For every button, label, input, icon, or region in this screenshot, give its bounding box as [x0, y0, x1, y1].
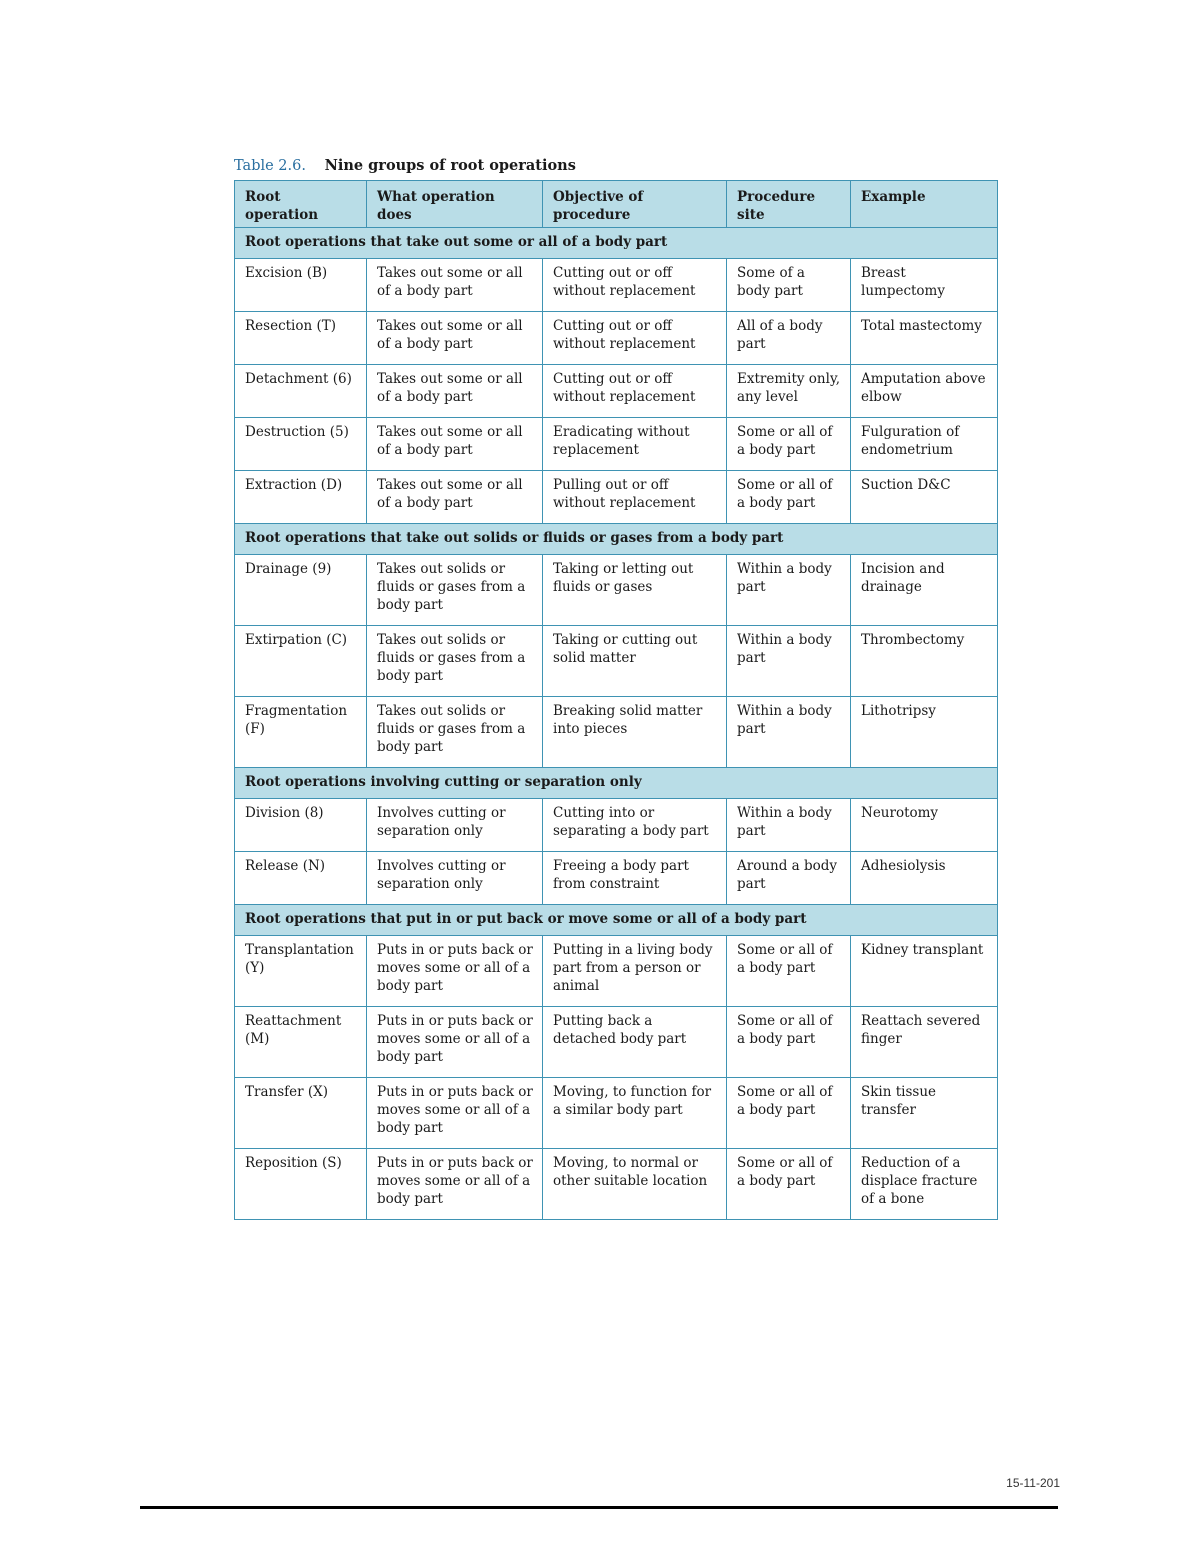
- cell-what-operation-does: Takes out solids or fluids or gases from a body part: [367, 626, 543, 697]
- table-row: [235, 418, 998, 471]
- cell-objective: Cutting out or off without replacement: [543, 365, 727, 418]
- cell-example: Lithotripsy: [851, 697, 998, 768]
- cell-objective: Taking or cutting out solid matter: [543, 626, 727, 697]
- cell-example: Reattach severed finger: [851, 1007, 998, 1078]
- group-title: Root operations that take out solids or fluids or gases from a body part: [235, 524, 998, 555]
- cell-example: Thrombectomy: [851, 626, 998, 697]
- cell-what-operation-does: Involves cutting or separation only: [367, 852, 543, 905]
- table-row: [235, 852, 998, 905]
- cell-objective: Eradicating without replacement: [543, 418, 727, 471]
- group-title: Root operations that put in or put back or move some or all of a body part: [235, 905, 998, 936]
- cell-what-operation-does: Puts in or puts back or moves some or all of a body part: [367, 1149, 543, 1220]
- cell-objective: Cutting into or separating a body part: [543, 799, 727, 852]
- cell-objective: Taking or letting out fluids or gases: [543, 555, 727, 626]
- cell-what-operation-does: Takes out some or all of a body part: [367, 471, 543, 524]
- group-header-row: [235, 228, 998, 259]
- cell-example: Amputation above elbow: [851, 365, 998, 418]
- header-procedure-site: Procedure site: [727, 181, 851, 228]
- group-header-row: [235, 524, 998, 555]
- cell-example: Fulguration of endometrium: [851, 418, 998, 471]
- cell-root-operation: Reattachment (M): [235, 1007, 367, 1078]
- cell-root-operation: Reposition (S): [235, 1149, 367, 1220]
- cell-example: Kidney transplant: [851, 936, 998, 1007]
- cell-objective: Pulling out or off without replacement: [543, 471, 727, 524]
- table-row: [235, 697, 998, 768]
- cell-procedure-site: Some or all of a body part: [727, 1078, 851, 1149]
- cell-procedure-site: Some of a body part: [727, 259, 851, 312]
- cell-procedure-site: Within a body part: [727, 697, 851, 768]
- table-row: [235, 626, 998, 697]
- cell-example: Total mastectomy: [851, 312, 998, 365]
- cell-root-operation: Division (8): [235, 799, 367, 852]
- cell-procedure-site: All of a body part: [727, 312, 851, 365]
- cell-procedure-site: Some or all of a body part: [727, 471, 851, 524]
- cell-procedure-site: Some or all of a body part: [727, 418, 851, 471]
- cell-objective: Cutting out or off without replacement: [543, 259, 727, 312]
- header-objective: Objective of procedure: [543, 181, 727, 228]
- cell-what-operation-does: Takes out solids or fluids or gases from a body part: [367, 555, 543, 626]
- cell-what-operation-does: Takes out some or all of a body part: [367, 312, 543, 365]
- cell-what-operation-does: Puts in or puts back or moves some or all of a body part: [367, 936, 543, 1007]
- table-row: [235, 259, 998, 312]
- cell-procedure-site: Some or all of a body part: [727, 1149, 851, 1220]
- cell-procedure-site: Within a body part: [727, 799, 851, 852]
- cell-what-operation-does: Takes out solids or fluids or gases from a body part: [367, 697, 543, 768]
- table-row: [235, 1007, 998, 1078]
- group-header-row: [235, 768, 998, 799]
- cell-root-operation: Extirpation (C): [235, 626, 367, 697]
- cell-procedure-site: Within a body part: [727, 555, 851, 626]
- group-title: Root operations involving cutting or separation only: [235, 768, 998, 799]
- header-row: [235, 181, 998, 228]
- cell-objective: Freeing a body part from constraint: [543, 852, 727, 905]
- cell-example: Breast lumpectomy: [851, 259, 998, 312]
- root-operations-table: [234, 180, 998, 1220]
- caption-title: Nine groups of root operations: [324, 157, 576, 174]
- cell-procedure-site: Within a body part: [727, 626, 851, 697]
- group-title: Root operations that take out some or all of a body part: [235, 228, 998, 259]
- cell-root-operation: Transfer (X): [235, 1078, 367, 1149]
- footer-rule: [140, 1506, 1058, 1509]
- cell-what-operation-does: Takes out some or all of a body part: [367, 418, 543, 471]
- table-row: [235, 471, 998, 524]
- cell-objective: Cutting out or off without replacement: [543, 312, 727, 365]
- cell-objective: Putting in a living body part from a person or animal: [543, 936, 727, 1007]
- cell-root-operation: Resection (T): [235, 312, 367, 365]
- table-row: [235, 1078, 998, 1149]
- cell-what-operation-does: Involves cutting or separation only: [367, 799, 543, 852]
- caption-number: Table 2.6.: [234, 158, 306, 174]
- cell-root-operation: Drainage (9): [235, 555, 367, 626]
- cell-what-operation-does: Takes out some or all of a body part: [367, 365, 543, 418]
- cell-root-operation: Excision (B): [235, 259, 367, 312]
- table-container: [234, 156, 997, 1220]
- cell-objective: Putting back a detached body part: [543, 1007, 727, 1078]
- cell-example: Skin tissue transfer: [851, 1078, 998, 1149]
- cell-procedure-site: Some or all of a body part: [727, 936, 851, 1007]
- cell-objective: Moving, to normal or other suitable location: [543, 1149, 727, 1220]
- header-what-operation-does: What operation does: [367, 181, 543, 228]
- table-row: [235, 365, 998, 418]
- table-row: [235, 312, 998, 365]
- cell-root-operation: Release (N): [235, 852, 367, 905]
- cell-what-operation-does: Puts in or puts back or moves some or all of a body part: [367, 1078, 543, 1149]
- cell-root-operation: Destruction (5): [235, 418, 367, 471]
- table-row: [235, 1149, 998, 1220]
- table-body: [235, 228, 998, 1220]
- cell-objective: Moving, to function for a similar body part: [543, 1078, 727, 1149]
- footer-page-ref: 15-11-201: [1006, 1476, 1060, 1490]
- table-header: [235, 181, 998, 228]
- cell-root-operation: Fragmentation (F): [235, 697, 367, 768]
- table-caption: [234, 156, 997, 176]
- cell-procedure-site: Extremity only, any level: [727, 365, 851, 418]
- table-row: [235, 555, 998, 626]
- cell-root-operation: Transplantation (Y): [235, 936, 367, 1007]
- cell-what-operation-does: Puts in or puts back or moves some or all of a body part: [367, 1007, 543, 1078]
- group-header-row: [235, 905, 998, 936]
- cell-example: Suction D&C: [851, 471, 998, 524]
- table-row: [235, 936, 998, 1007]
- cell-example: Reduction of a displace fracture of a bone: [851, 1149, 998, 1220]
- cell-example: Incision and drainage: [851, 555, 998, 626]
- cell-root-operation: Detachment (6): [235, 365, 367, 418]
- cell-example: Neurotomy: [851, 799, 998, 852]
- cell-root-operation: Extraction (D): [235, 471, 367, 524]
- header-root-operation: Root operation: [235, 181, 367, 228]
- header-example: Example: [851, 181, 998, 228]
- cell-what-operation-does: Takes out some or all of a body part: [367, 259, 543, 312]
- cell-example: Adhesiolysis: [851, 852, 998, 905]
- cell-objective: Breaking solid matter into pieces: [543, 697, 727, 768]
- cell-procedure-site: Some or all of a body part: [727, 1007, 851, 1078]
- cell-procedure-site: Around a body part: [727, 852, 851, 905]
- table-row: [235, 799, 998, 852]
